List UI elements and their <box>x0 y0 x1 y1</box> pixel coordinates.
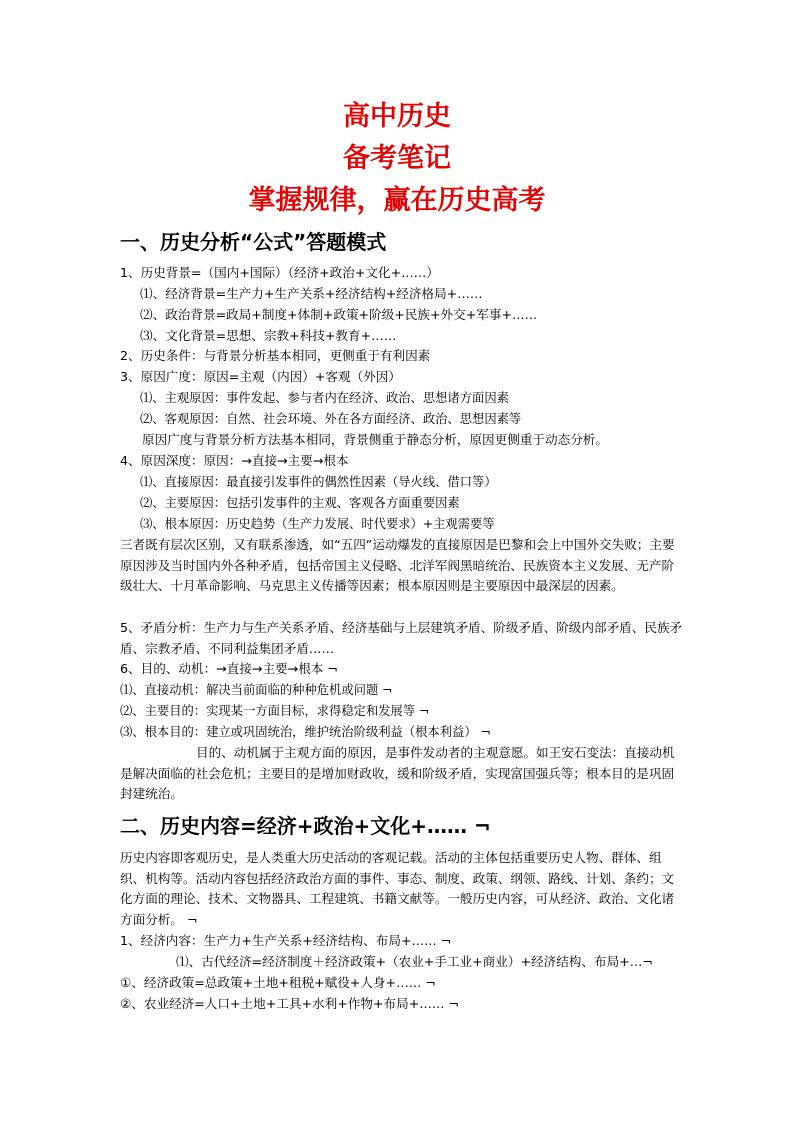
section-2-heading: 二、历史内容=经济+政治+文化+…… ¬ <box>120 814 491 838</box>
text-line: ⑶、根本原因：历史趋势（生产力发展、时代要求）+主观需要等 <box>140 517 495 531</box>
text-line: 3、原因广度：原因=主观（内因）+客观（外因） <box>120 369 401 384</box>
text-line: 4、原因深度：原因：→直接→主要→根本 <box>120 453 349 468</box>
title-line-1: 高中历史 <box>343 101 451 132</box>
text-line: 2、历史条件：与背景分析基本相同，更侧重于有利因素 <box>120 348 431 363</box>
text-line: ⑴、主观原因：事件发起、参与者内在经济、政治、思想诸方面因素 <box>140 391 509 405</box>
text-line: 6、目的、动机：→直接→主要→根本 ¬ <box>120 661 338 676</box>
text-line: ②、农业经济=人口+土地+工具+水利+作物+布局+…… ¬ <box>120 996 459 1011</box>
section-1-heading: 一、历史分析“公式”答题模式 <box>120 230 387 254</box>
paragraph: 5、矛盾分析：生产力与生产关系矛盾、经济基础与上层建筑矛盾、阶级矛盾、阶级内部矛盾、民族矛盾、宗教矛盾、不同利益集团矛盾…… <box>120 620 683 656</box>
text-line: ⑶、文化背景=思想、宗教+科技+教育+…… <box>140 328 397 343</box>
paragraph: 历史内容即客观历史，是人类重大历史活动的客观记载。活动的主体包括重要历史人物、群体、组织、机构等。活动内容包括经济政治方面的事件、事态、制度、政策、纲领、路线、计划、条约；文化方面的理论、技术、文物器具、工程建筑、书籍文献等。一般历史内容，可从经济、政治、文化诸方面分析。 ¬ <box>120 850 675 927</box>
text-line: ①、经济政策=总政策+土地+租税+赋役+人身+…… ¬ <box>120 975 436 990</box>
text-line: ⑴、古代经济=经济制度＋经济政策+（农业+手工业+商业）+经济结构、布局+…¬ <box>176 954 653 969</box>
text-line: ⑴、直接动机：解决当前面临的种种危机或问题 ¬ <box>120 683 393 697</box>
text-line: ⑴、直接原因：最直接引发事件的偶然性因素（导火线、借口等） <box>140 475 497 489</box>
text-line: ⑵、客观原因：自然、社会环境、外在各方面经济、政治、思想因素等 <box>140 412 522 426</box>
text-line: 1、经济内容：生产力+生产关系+经济结构、布局+…… ¬ <box>120 933 452 948</box>
text-line: 原因广度与背景分析方法基本相同，背景侧重于静态分析，原因更侧重于动态分析。 <box>142 432 608 447</box>
text-line: ⑵、主要原因：包括引发事件的主观、客观各方面重要因素 <box>140 496 460 510</box>
text-line: ⑵、主要目的：实现某一方面目标，求得稳定和发展等 ¬ <box>120 704 430 718</box>
text-line: ⑵、政治背景=政局+制度+体制+政策+阶级+民族+外交+军事+…… <box>140 307 538 322</box>
title-line-3: 掌握规律，赢在历史高考 <box>248 185 546 216</box>
paragraph: 目的、动机属于主观方面的原因，是事件发动者的主观意愿。如王安石变法：直接动机是解决面临的社会危机；主要目的是增加财政收，缓和阶级矛盾，实现富国强兵等；根本目的是巩固封建统治。 <box>120 745 675 801</box>
text-line: ⑴、经济背景=生产力+生产关系+经济结构+经济格局+…… <box>140 286 483 301</box>
text-line: 1、历史背景=（国内+国际）（经济+政治+文化+……） <box>120 265 439 280</box>
text-line: ⑶、根本目的：建立或巩固统治，维护统治阶级利益（根本利益） ¬ <box>120 725 491 739</box>
title-line-2: 备考笔记 <box>343 143 451 174</box>
paragraph: 三者既有层次区别，又有联系渗透，如“五四”运动爆发的直接原因是巴黎和会上中国外交失败；主要原因涉及当时国内外各种矛盾，包括帝国主义侵略、北洋军阀黑暗统治、民族资本主义发展、无产阶级壮大、十月革命影响、马克思主义传播等因素；根本原因则是主要原因中最深层的因素。 <box>120 537 675 593</box>
